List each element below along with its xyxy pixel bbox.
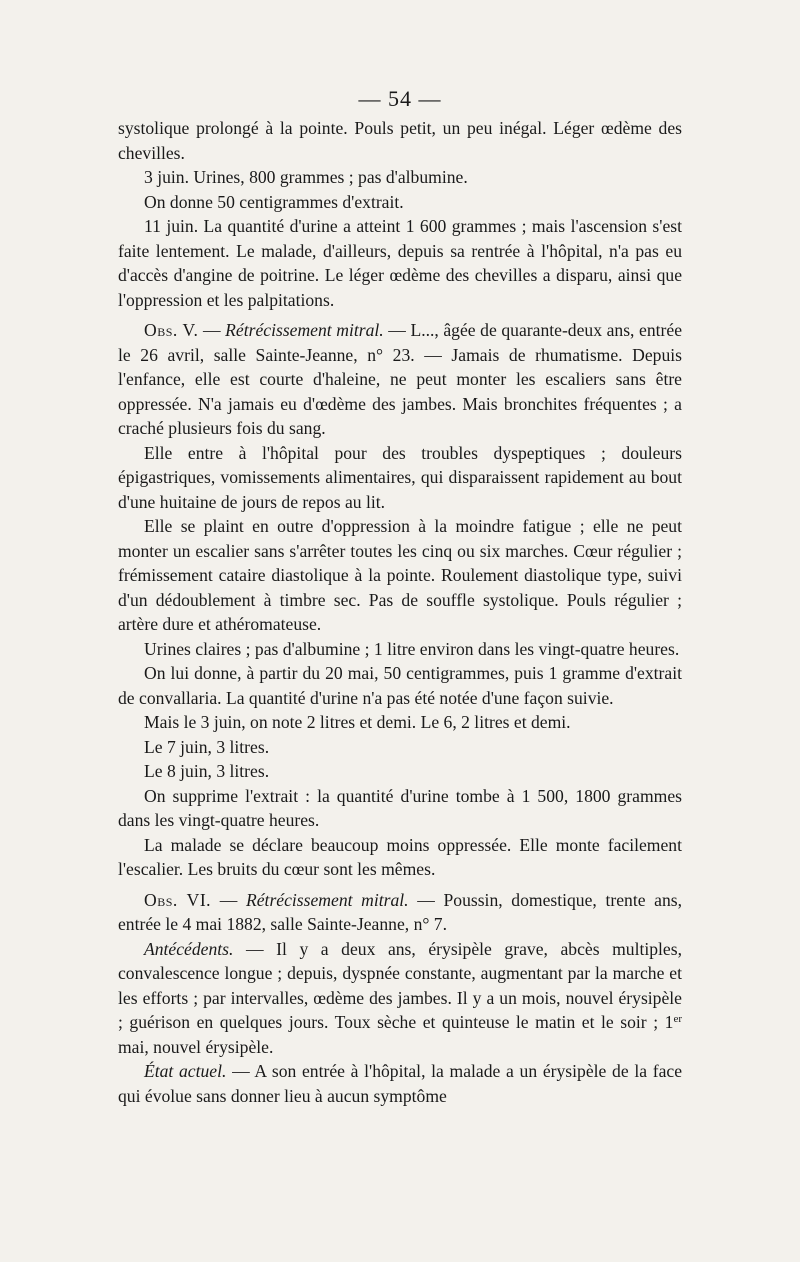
paragraph: systolique prolongé à la pointe. Pouls petit, un peu inégal. Léger œdème des chevilles. [118,118,682,163]
paragraph: Le 7 juin, 3 litres. [144,736,270,757]
section-text: — A son entrée à l'hôpital, la malade a un érysipèle de la face qui évolue sans donner lieu à aucun symptôme [118,1061,682,1106]
paragraph: Elle se plaint en outre d'oppression à la moindre fatigue ; elle ne peut monter un escalier sans s'arrêter toutes les cinq ou six marches. Cœur régulier ; frémissement cataire diastolique à la pointe. Roulement diastolique type, suivi d'un dédoublement à timbre sec. Pas de souffle systolique. Pouls régulier ; artère dure et athéromateuse. [118,516,682,634]
section-heading: Antécédents. [144,938,234,959]
observation-label: Obs. VI. [144,889,212,910]
section-text: — Il y a deux ans, érysipèle grave, abcès multiples, convalescence longue ; depuis, dyspnée constante, augmentant par la marche et les efforts ; par intervalles, œdème des jambes. Il y a un mois, nouvel érysipèle ; guérison en quelques jours. Toux sèche et quinteuse le matin et le soir ; 1 [118,938,682,1032]
paragraph: 3 juin. Urines, 800 grammes ; pas d'albumine. [144,167,468,187]
paragraph: Urines claires ; pas d'albumine ; 1 litre environ dans les vingt-quatre heures. [144,638,680,659]
section-heading: État actuel. [144,1061,227,1081]
paragraph: On supprime l'extrait : la quantité d'urine tombe à 1 500, 1800 grammes dans les vingt-quatre heures. [118,785,682,830]
etat-actuel-paragraph [118,1059,682,1108]
dash: — [198,320,226,340]
body-text [118,116,682,1108]
observation-6-paragraph [118,888,682,937]
paragraph: On lui donne, à partir du 20 mai, 50 centigrammes, puis 1 gramme d'extrait de convallaria. La quantité d'urine n'a pas été notée d'une façon suivie. [118,663,682,708]
page-number: — 54 — [358,86,442,111]
observation-title: Rétrécissement mitral. [246,889,409,910]
paragraph: Mais le 3 juin, on note 2 litres et demi. Le 6, 2 litres et demi. [144,712,571,732]
observation-label: Obs. V. [144,320,199,340]
paragraph: On donne 50 centigrammes d'extrait. [144,191,404,212]
antecedents-paragraph [118,937,682,1060]
dash: — [211,889,246,910]
paragraph: Elle entre à l'hôpital pour des troubles dyspeptiques ; douleurs épigastriques, vomissements alimentaires, qui disparaissent rapidement au bout d'une huitaine de jours de repos au lit. [118,442,682,512]
observation-text: — L..., âgée de quarante-deux ans, entrée le 26 avril, salle Sainte-Jeanne, n° 23. — Jamais de rhumatisme. Depuis l'enfance, elle est courte d'haleine, ne peut monter les escaliers sans être oppressée. N'a jamais eu d'œdème des jambes. Mais bronchites fréquentes ; a craché plusieurs fois du sang. [118,320,683,438]
observation-text: — Poussin, domestique, trente ans, entrée le 4 mai 1882, salle Sainte-Jeanne, n° 7. [118,889,683,934]
paragraph: 11 juin. La quantité d'urine a atteint 1 600 grammes ; mais l'ascension s'est faite lentement. Le malade, d'ailleurs, depuis sa rentrée à l'hôpital, n'a pas eu d'accès d'angine de poitrine. Le léger œdème des chevilles a disparu, ainsi que l'oppression et les palpitations. [118,216,682,310]
observation-5-paragraph [118,318,682,441]
section-text: mai, nouvel érysipèle. [118,1036,274,1057]
paragraph: La malade se déclare beaucoup moins oppressée. Elle monte facilement l'escalier. Les bruits du cœur sont les mêmes. [118,834,682,879]
paragraph: Le 8 juin, 3 litres. [144,761,270,781]
observation-title: Rétrécissement mitral. [225,320,384,340]
ordinal-suffix: er [673,1013,682,1025]
